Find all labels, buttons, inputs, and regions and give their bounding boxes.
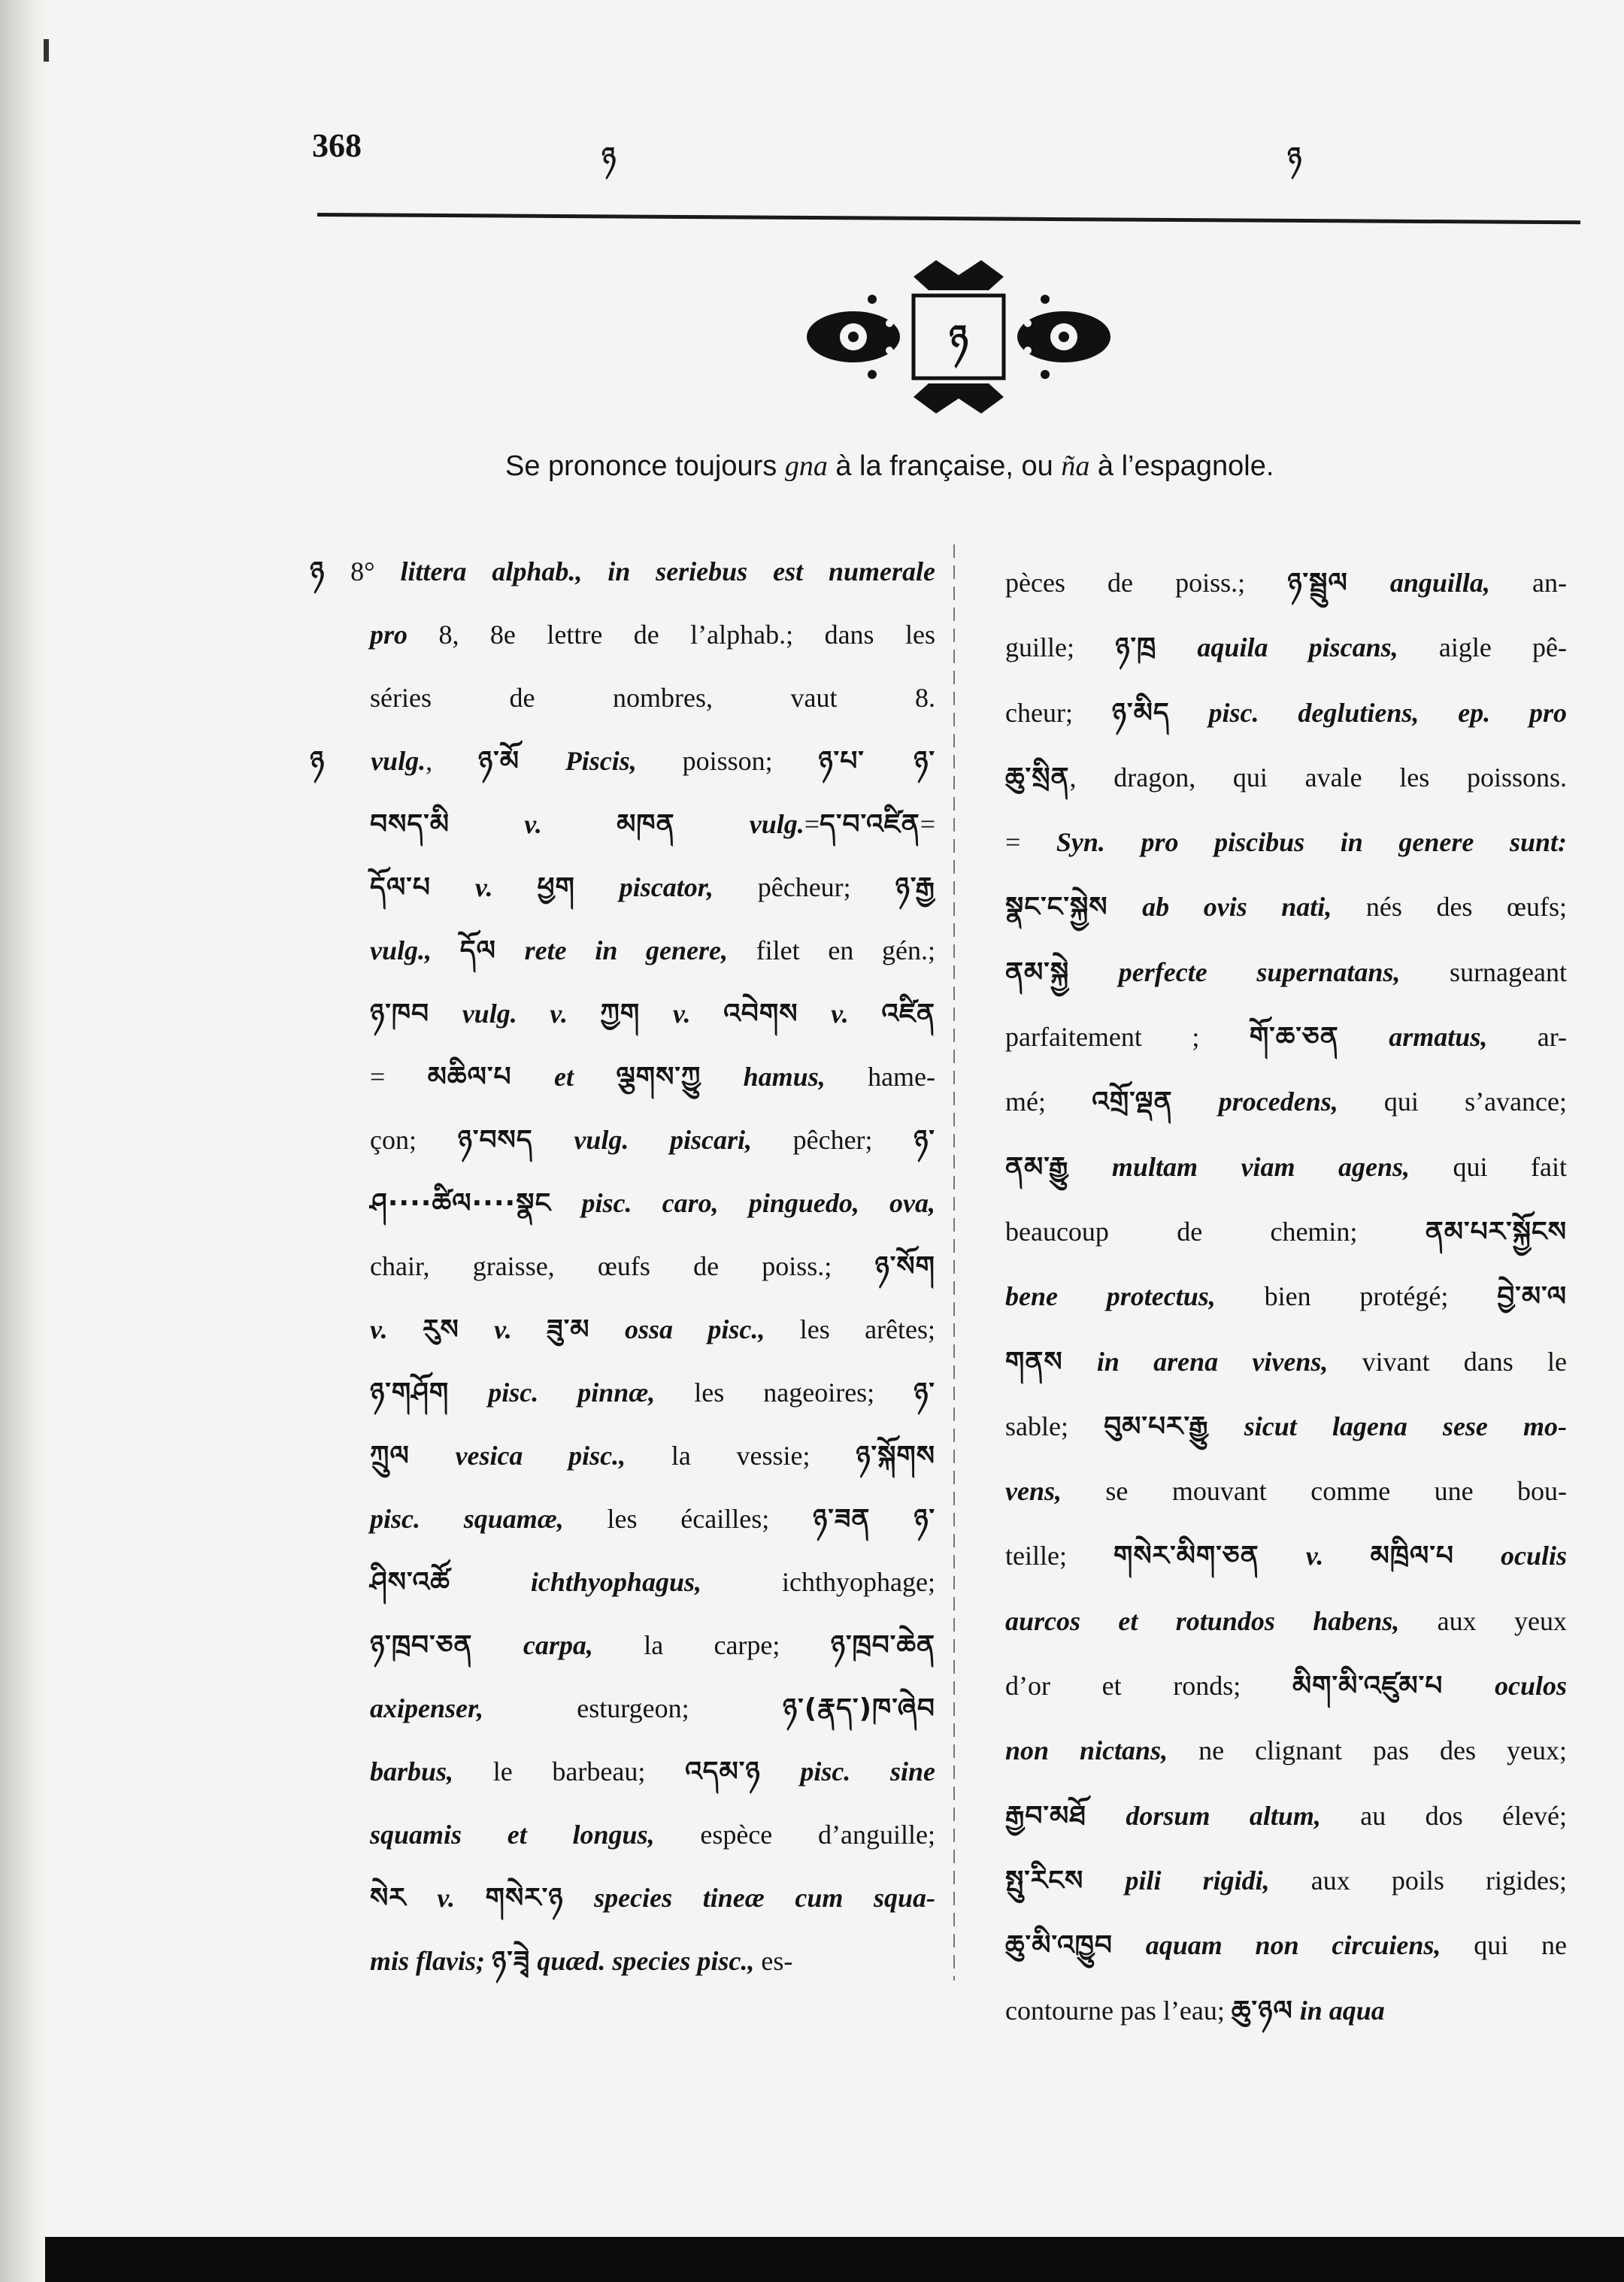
entry-line <box>1005 1653 1567 1718</box>
tibetan-term: འདམ་ཉ <box>685 1756 761 1787</box>
tibetan-term: ཉ་བསད <box>457 1125 533 1156</box>
french-text: = <box>920 809 935 839</box>
latin-gloss: v. <box>494 1314 512 1344</box>
tibetan-term: ཉ་མིད <box>1111 697 1170 729</box>
french-text: çon; <box>370 1125 458 1155</box>
french-text: , dragon, qui avale les poissons. <box>1069 762 1567 792</box>
french-text <box>675 809 750 839</box>
right-column <box>1005 550 1567 2043</box>
french-text <box>575 872 620 902</box>
french-text <box>473 1630 523 1660</box>
entry-line <box>1005 1329 1567 1394</box>
french-text: ne clignant pas des yeux; <box>1168 1735 1567 1766</box>
tibetan-term: གསེར་ཉ <box>485 1883 564 1914</box>
latin-gloss: vulg. <box>325 746 426 776</box>
tibetan-term: ཟུ་མ <box>547 1314 590 1345</box>
latin-gloss: piscator, <box>619 872 714 902</box>
french-text <box>533 1125 574 1155</box>
latin-gloss: pro <box>370 620 408 650</box>
latin-gloss: mis flavis; <box>370 1946 485 1976</box>
latin-gloss: ab ovis nati, <box>1142 892 1332 923</box>
french-text: nés des œufs; <box>1332 892 1567 923</box>
french-text: pêcher; <box>751 1125 914 1155</box>
french-text <box>1443 1671 1495 1701</box>
entry-line <box>1005 940 1567 1005</box>
ornament-vignette <box>801 254 1116 420</box>
french-text: teille; <box>1005 1541 1113 1571</box>
french-text: = <box>370 1062 428 1092</box>
tibetan-term: ཉ་སྐོགས <box>856 1441 935 1471</box>
french-text: ar- <box>1487 1022 1567 1053</box>
french-text <box>496 935 525 965</box>
french-text: d’or et ronds; <box>1005 1671 1292 1702</box>
french-text: la vessie; <box>626 1441 856 1471</box>
tibetan-term: གསེར་མིག་ཅན <box>1113 1541 1259 1572</box>
entry-line <box>1005 1783 1567 1848</box>
french-text <box>568 999 601 1029</box>
tibetan-term: ནམ་སྐྱེ <box>1005 956 1070 988</box>
french-text: esturgeon; <box>483 1693 783 1723</box>
entry-line <box>1005 810 1567 874</box>
french-text <box>512 1062 554 1092</box>
french-text <box>564 1883 595 1913</box>
french-text <box>1323 1541 1370 1571</box>
entry-line <box>310 1045 935 1108</box>
french-text: sable; <box>1005 1411 1104 1441</box>
french-text <box>493 872 538 902</box>
page-edge-shadow <box>0 0 48 2282</box>
latin-gloss: pisc. sine <box>800 1756 935 1787</box>
tibetan-term: ཉ་ཁྲ <box>1115 632 1157 664</box>
french-text <box>431 872 475 902</box>
entry-line <box>1005 1135 1567 1199</box>
tibetan-term: ཉ་ཁྲབ་ཅན <box>370 1630 473 1661</box>
french-text: e <box>503 620 516 650</box>
entry-line <box>1005 1523 1567 1588</box>
left-column <box>310 540 935 1993</box>
tibetan-term: ཉ་ཁབ <box>370 999 430 1029</box>
french-text <box>1209 1411 1244 1441</box>
french-text <box>1173 1086 1219 1117</box>
french-text <box>1113 1930 1146 1960</box>
latin-gloss: et <box>553 1062 574 1092</box>
french-text: qui s’avance; <box>1338 1086 1567 1117</box>
entry-line <box>310 1298 935 1361</box>
latin-gloss: aquam non circuiens, <box>1145 1930 1441 1961</box>
french-text: les nageoires; <box>655 1377 914 1408</box>
entry-line <box>310 982 935 1045</box>
latin-gloss: vens, <box>1005 1476 1062 1507</box>
french-text: beaucoup de chemin; <box>1005 1216 1426 1247</box>
french-text: ichthyophage; <box>701 1567 935 1597</box>
latin-gloss: ossa pisc., <box>624 1314 765 1344</box>
latin-gloss: v. <box>831 999 849 1029</box>
french-text: parfaitement ; <box>1005 1022 1250 1053</box>
french-text <box>407 1883 438 1913</box>
latin-gloss: pisc. deglutiens, ep. pro <box>1208 697 1567 728</box>
french-text <box>574 1062 616 1092</box>
latin-gloss: oculis <box>1501 1541 1567 1571</box>
french-text: filet en gén.; <box>728 935 935 965</box>
french-text: qui ne <box>1441 1930 1567 1961</box>
french-text <box>1086 1801 1126 1831</box>
latin-gloss: pisc. squamæ, <box>370 1504 564 1534</box>
tibetan-term: སྤུ་རིངས <box>1005 1865 1084 1896</box>
entry-line <box>1005 1264 1567 1329</box>
tibetan-term: ཉ་ <box>914 1377 935 1408</box>
tibetan-term: བུམ་པར་རྒྱུ <box>1104 1411 1209 1442</box>
latin-gloss: v. <box>437 1883 456 1913</box>
latin-gloss: vulg., <box>370 935 432 965</box>
tibetan-term: བྱེ་མ་ལ <box>1497 1281 1567 1313</box>
entry-line <box>310 1550 935 1614</box>
latin-gloss: vulg. <box>749 809 804 839</box>
latin-gloss: procedens, <box>1218 1086 1338 1117</box>
latin-gloss: v. <box>370 1314 388 1344</box>
tibetan-term: ཀྲུལ <box>370 1441 410 1471</box>
french-text <box>551 1188 581 1218</box>
french-text <box>520 746 565 776</box>
tibetan-term: ད་བ་འཛིན <box>820 809 920 840</box>
entry-line <box>1005 680 1567 745</box>
french-text: le barbeau; <box>453 1756 685 1787</box>
latin-gloss: Piscis, <box>565 746 637 776</box>
french-text <box>691 999 724 1029</box>
french-text <box>459 1314 494 1344</box>
french-text <box>542 809 617 839</box>
french-text <box>1069 957 1119 987</box>
entry-line <box>310 1614 935 1677</box>
french-text: aux poils rigides; <box>1269 1865 1567 1896</box>
french-text: pêcheur; <box>713 872 895 902</box>
french-text: pèces de poiss.; <box>1005 568 1288 598</box>
entry-line <box>310 540 935 603</box>
tibetan-term: གནས <box>1005 1346 1063 1377</box>
french-text <box>798 999 832 1029</box>
entry-line <box>310 856 935 919</box>
entry-line <box>1005 1459 1567 1523</box>
tibetan-term: མཁྲིལ་པ <box>1370 1541 1454 1572</box>
latin-gloss: anguilla, <box>1389 568 1490 598</box>
scan-mark <box>44 39 49 62</box>
french-text <box>1259 1541 1306 1571</box>
french-text: lettre de l’alphab.; dans les <box>515 620 935 650</box>
entry-line <box>1005 874 1567 939</box>
tibetan-term: སེར <box>370 1883 407 1914</box>
french-text <box>1348 568 1390 598</box>
tibetan-term: རུས <box>423 1314 459 1345</box>
entry-line <box>310 1424 935 1487</box>
french-text <box>701 1062 743 1092</box>
french-text: contourne pas l’eau; <box>1005 1995 1232 2026</box>
tibetan-term: ཉ་ཟན <box>813 1504 871 1535</box>
entry-line <box>310 666 935 729</box>
tibetan-term: ཉ་ <box>914 1504 935 1535</box>
french-text: séries de nombres, vaut 8. <box>370 683 935 713</box>
tibetan-term: དོལ <box>459 935 496 966</box>
latin-gloss: quæd. species pisc., <box>537 1946 755 1976</box>
french-text <box>1454 1541 1501 1571</box>
latin-gloss: barbus, <box>370 1756 454 1787</box>
french-text: se mouvant comme une bou- <box>1062 1476 1567 1507</box>
entry-line <box>1005 1394 1567 1459</box>
tibetan-term: ནམ་རྒྱུ <box>1005 1151 1069 1183</box>
tibetan-term: ཉ <box>310 556 326 587</box>
latin-gloss: squamis et longus, <box>370 1820 655 1850</box>
entry-line <box>1005 1589 1567 1653</box>
french-text <box>388 1314 423 1344</box>
french-text: aigle pê- <box>1398 632 1567 663</box>
latin-gloss: v. <box>524 809 542 839</box>
french-text: es- <box>754 1946 793 1976</box>
tibetan-term: ཀྱག <box>600 999 641 1029</box>
french-text <box>1068 1152 1112 1182</box>
latin-gloss: carpa, <box>523 1630 593 1660</box>
tibetan-term: ཕྱག <box>537 872 575 903</box>
ornament-letter: ཉ <box>949 317 968 359</box>
french-text <box>590 1314 625 1344</box>
tibetan-term: ཉ་སོག <box>874 1251 935 1282</box>
scan-bottom-edge <box>45 2237 1624 2282</box>
latin-gloss: bene protectus, <box>1005 1281 1216 1312</box>
latin-gloss: pili rigidi, <box>1125 1865 1270 1896</box>
tibetan-term: མིག་མི་འཛུམ་པ <box>1292 1671 1444 1702</box>
french-text <box>761 1756 801 1787</box>
french-text: espèce d’anguille; <box>654 1820 935 1850</box>
latin-gloss: in aqua <box>1299 1995 1385 2026</box>
tibetan-term: ཉ་པ་ ཉ་ <box>818 746 935 777</box>
entry-line <box>1005 550 1567 615</box>
french-text: la carpe; <box>592 1630 831 1660</box>
tibetan-term: ཉ་ཁྲབ་ཆེན <box>830 1630 935 1661</box>
french-text: vivant dans le <box>1328 1346 1567 1377</box>
entry-line <box>1005 1913 1567 1977</box>
running-head-right: ཉ <box>1287 142 1303 173</box>
tibetan-term: ཉ་ཟྭེ <box>491 1946 531 1977</box>
tibetan-term: ཉ་སྦྲུལ <box>1287 568 1348 599</box>
latin-gloss: in arena vivens, <box>1096 1346 1329 1377</box>
latin-gloss: vulg. piscari, <box>574 1125 752 1155</box>
tibetan-term: ཉ་(རྣད་)ཁ་ཞེབ <box>782 1693 935 1724</box>
french-text <box>1156 632 1197 662</box>
entry-line <box>1005 1978 1567 2043</box>
tibetan-term: མཁན <box>617 809 675 840</box>
latin-gloss: pisc. pinnæ, <box>488 1377 656 1408</box>
entry-line <box>310 1929 935 1993</box>
entry-line <box>310 919 935 982</box>
entry-line <box>310 1803 935 1866</box>
latin-gloss: axipenser, <box>370 1693 484 1723</box>
french-text <box>450 809 524 839</box>
tibetan-term: ལྕགས་ཀྱུ <box>616 1062 701 1093</box>
french-text <box>1083 1865 1125 1896</box>
entry-line <box>1005 745 1567 810</box>
french-text: au dos élevé; <box>1320 1800 1567 1831</box>
entry-line <box>310 1171 935 1235</box>
french-text <box>1339 1022 1389 1052</box>
french-text <box>1063 1347 1097 1377</box>
french-text <box>849 999 882 1029</box>
entry-line <box>310 603 935 666</box>
tibetan-term: འབེགས <box>723 999 798 1029</box>
latin-gloss: oculos <box>1494 1671 1567 1702</box>
entry-line <box>310 1866 935 1929</box>
latin-gloss: armatus, <box>1389 1022 1488 1053</box>
french-text <box>870 1504 914 1534</box>
tibetan-term: ཤིས་འཚོ <box>370 1567 450 1598</box>
entry-line <box>1005 1848 1567 1913</box>
tibetan-term: ཆུ་སྲིན <box>1005 762 1070 793</box>
entry-line <box>310 792 935 856</box>
french-text <box>1108 892 1143 922</box>
latin-gloss: hamus, <box>743 1062 826 1092</box>
french-text: = <box>804 809 820 839</box>
latin-gloss: pisc. caro, pinguedo, ova, <box>581 1188 935 1218</box>
french-text: 8, 8 <box>408 620 504 650</box>
tibetan-term: ཉ་མོ <box>477 746 520 777</box>
french-text <box>485 1946 492 1976</box>
french-text: = <box>1005 827 1056 858</box>
entry-line <box>1005 615 1567 680</box>
tibetan-term: བསད་མི <box>370 809 450 840</box>
latin-gloss: littera alphab., in seriebus est numerale <box>400 556 935 586</box>
latin-gloss: multam viam agens, <box>1111 1151 1410 1182</box>
column-divider <box>953 544 955 1980</box>
latin-gloss: vesica pisc., <box>455 1441 626 1471</box>
tibetan-term: འཛིན <box>881 999 935 1029</box>
latin-gloss: v. <box>672 999 691 1029</box>
tibetan-term: ཆུ་མི་འཁྱུབ <box>1005 1930 1113 1962</box>
french-text: guille; <box>1005 632 1116 663</box>
header-rule <box>317 213 1580 224</box>
french-text: bien protégé; <box>1215 1281 1498 1312</box>
entry-line <box>1005 1005 1567 1069</box>
french-text: aux yeux <box>1399 1605 1567 1636</box>
french-text <box>410 1441 456 1471</box>
latin-gloss: aurcos et rotundos habens, <box>1005 1605 1400 1636</box>
latin-gloss: v. <box>474 872 493 902</box>
tibetan-term: ཉ་རྒྱ <box>895 872 935 903</box>
french-text <box>512 1314 547 1344</box>
latin-gloss: perfecte supernatans, <box>1118 956 1401 987</box>
entry-line <box>310 1361 935 1424</box>
tibetan-term: མཆིལ་པ <box>427 1062 512 1093</box>
latin-gloss: vulg. v. <box>462 999 568 1029</box>
french-text <box>1293 1996 1300 2026</box>
latin-gloss: sicut lagena sese mo- <box>1244 1411 1567 1441</box>
entry-line <box>310 1740 935 1803</box>
tibetan-term: ཤ····ཚིལ····སྣང <box>370 1188 552 1219</box>
tibetan-term: དོལ་པ <box>370 872 431 903</box>
latin-gloss: Syn. pro piscibus in genere sunt: <box>1056 827 1567 858</box>
french-text <box>455 1883 486 1913</box>
french-text: surnageant <box>1400 956 1567 987</box>
entry-line <box>310 1487 935 1550</box>
french-text: hame- <box>825 1062 935 1092</box>
tibetan-term: སྣང་ང་སྐྱེས <box>1005 892 1108 923</box>
latin-gloss: non nictans, <box>1005 1735 1168 1766</box>
french-text <box>429 999 462 1029</box>
latin-gloss: ichthyophagus, <box>530 1567 701 1597</box>
tibetan-term: ནམ་པར་སྐྱོངས <box>1425 1216 1567 1247</box>
tibetan-term: འགྲོ་ལྡན <box>1092 1086 1173 1118</box>
entry-line <box>1005 1718 1567 1783</box>
running-head-left: ཉ <box>601 142 617 173</box>
french-text <box>432 935 460 965</box>
tibetan-term: རྒྱབ་མཐོ <box>1005 1800 1086 1832</box>
french-text: poisson; <box>636 746 819 776</box>
pronunciation-note: Se prononce toujours gna à la française, ou ña à l’espagnole. <box>505 450 1274 482</box>
latin-gloss: aquila piscans, <box>1197 632 1398 663</box>
latin-gloss: dorsum altum, <box>1126 1800 1321 1831</box>
french-text: an- <box>1489 568 1567 598</box>
entry-line <box>310 1677 935 1740</box>
tibetan-term: ཆུ་ཉལ <box>1231 1995 1293 2026</box>
page-number: 368 <box>312 127 362 164</box>
entry-line <box>1005 1069 1567 1134</box>
french-text <box>449 1377 488 1408</box>
french-text <box>640 999 673 1029</box>
tibetan-term: གོ་ཆ་ཅན <box>1249 1022 1339 1053</box>
french-text: mé; <box>1005 1086 1092 1117</box>
french-text: , <box>426 746 478 776</box>
entry-line <box>1005 1199 1567 1264</box>
french-text <box>1170 698 1209 728</box>
french-text: cheur; <box>1005 697 1112 728</box>
entry-line <box>310 1235 935 1298</box>
latin-gloss: species tineæ cum squa- <box>594 1883 935 1913</box>
entry-line <box>310 729 935 792</box>
latin-gloss: v. <box>1305 1541 1324 1571</box>
tibetan-term: ཉ <box>310 746 326 777</box>
latin-gloss: rete in genere, <box>524 935 728 965</box>
french-text: les écailles; <box>563 1504 814 1534</box>
french-text: les arêtes; <box>765 1314 935 1344</box>
tibetan-term: ཉ་གཤོག <box>370 1377 450 1408</box>
french-text: qui fait <box>1409 1151 1567 1182</box>
french-text: 8° <box>325 556 401 586</box>
tibetan-term: ཉ་ <box>914 1125 935 1156</box>
entry-line <box>310 1108 935 1171</box>
french-text <box>450 1567 531 1597</box>
french-text: chair, graisse, œufs de poiss.; <box>370 1251 875 1281</box>
